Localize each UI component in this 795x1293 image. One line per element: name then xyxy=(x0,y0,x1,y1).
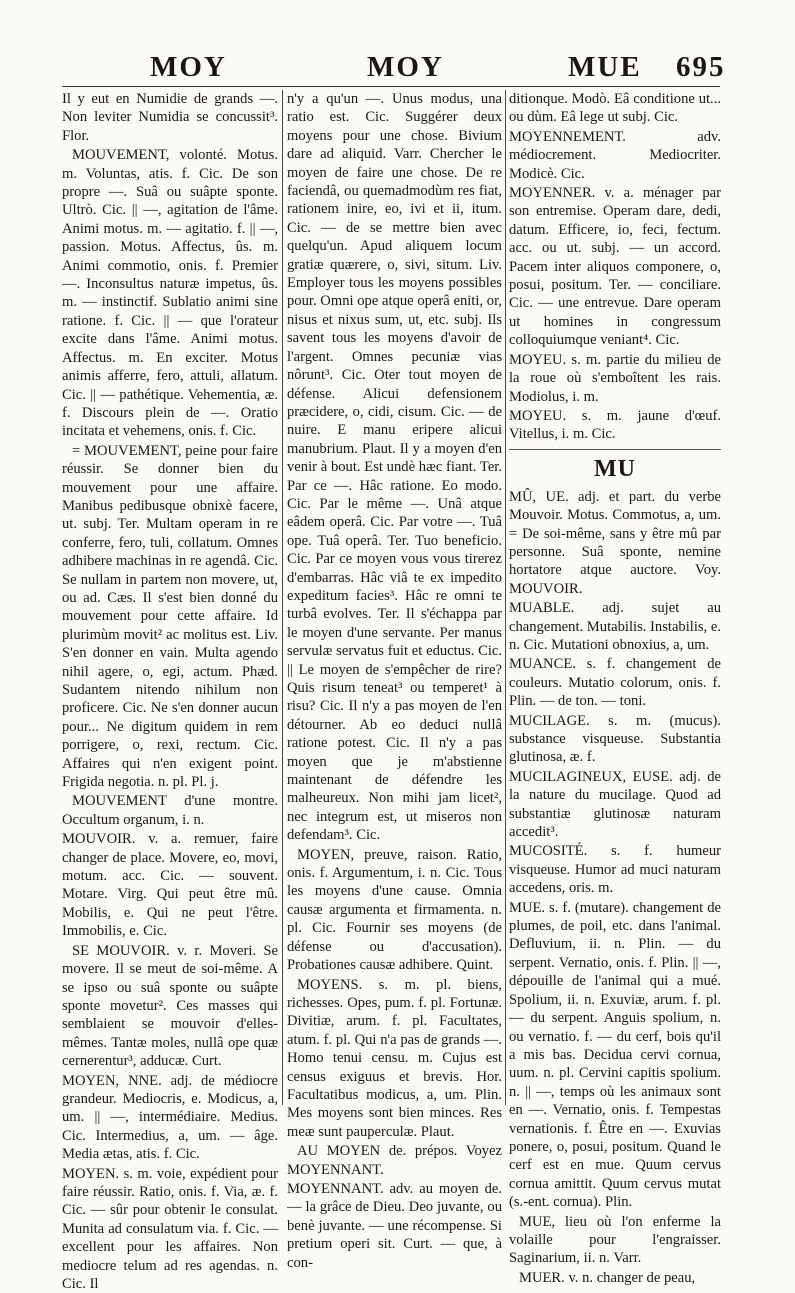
entry: AU MOYEN de. prépos. Voyez MOYENNANT. xyxy=(287,1143,502,1178)
entry: MUANCE. s. f. changement de couleurs. Mutatio colorum, onis. f. Plin. — de ton. — toni. xyxy=(509,656,721,710)
column-1 xyxy=(62,90,278,1292)
running-head-left: MOY xyxy=(150,51,227,83)
entry: MUER. v. n. changer de peau, xyxy=(519,1269,696,1286)
entry: MOYENNER. v. a. ménager par son entremise. Operam dare, dedi, datum. Efficere, io, feci, fectum. acc. ou ut. subj. — un accord. Pacem inter aliquos componere, o, posui, positum. Ter. — conciliare. Cic. — une entrevue. Dare operam ut homines in congressum colloquiumque veniant⁴. Cic. xyxy=(509,185,721,349)
entry: MUCILAGE. s. m. (mucus). substance visqueuse. Substantia glutinosa, æ. f. xyxy=(509,712,721,766)
column-3 xyxy=(509,90,721,1286)
entry: MÛ, UE. adj. et part. du verbe Mouvoir. Motus. Commotus, a, um. = De soi-même, sans y être mû par personne. Suâ sponte, nemine hortatore atque auctore. Voy. MOUVOIR. xyxy=(509,488,721,597)
entry: MOYEU. s. m. jaune d'œuf. Vitellus, i. m. Cic. xyxy=(509,407,721,443)
entry: MOYENNANT. adv. au moyen de. — la grâce de Dieu. Deo juvante, ou benè juvante. — une récompense. Si pretium operi sit. Curt. — que, à con- xyxy=(287,1180,502,1271)
entry: MOUVEMENT, volonté. Motus. m. Voluntas, atis. f. Cic. De son propre —. Suâ ou suâpte sponte. Ultrò. Cic. || —, agitation de l'âme. Animi motus. m. — agitatio. f. || —, passion. Motus. Affectus, ûs. m. Animi commotio, onis. f. Premier —. Inconsultus naturæ impetus, ûs. m. — instinctif. Sublatio animi sine ratione. f. Cic. || — que l'orateur excite dans l'âme. Animi motus. Affectus. m. En exciter. Motus animis afferre, fero, attuli, allatum. Cic. || — pathétique. Vehementia, æ. f. Discours plein de —. Oratio incitata et vehemens, onis. f. Cic. xyxy=(62,147,278,440)
column-divider xyxy=(282,90,283,1105)
page-number: 695 xyxy=(676,51,726,83)
entry: MOYEN. s. m. voie, expédient pour faire réussir. Ratio, onis. f. Via, æ. f. Cic. — sûr pour obtenir le consulat. Munita ad consulatum via. f. Cic. — excellent pour les affaires. Non mediocre telum ad res agendas. n. Cic. Il xyxy=(62,1165,278,1292)
entry: SE MOUVOIR. v. r. Moveri. Se movere. Il se meut de soi-même. A se ipso ou suâ sponte ou suâpte sponte movetur². Ces masses qui semblaient se mouvoir d'elles-mêmes. Tantæ moles, nullâ ope quæ cernerentur³, adducæ. Curt. xyxy=(62,942,278,1070)
entry: MOYEU. s. m. partie du milieu de la roue où s'emboîtent les rais. Modiolus, i. m. xyxy=(509,351,721,405)
entry: MUABLE. adj. sujet au changement. Mutabilis. Instabilis, e. n. Cic. Mutationi obnoxius, a, um. xyxy=(509,600,721,653)
entry: Il y eut en Numidie de grands —. Non leviter Numidia se concussit³. Flor. xyxy=(62,91,278,144)
column-2 xyxy=(287,90,502,1271)
entry: MOYENS. s. m. pl. biens, richesses. Opes, pum. f. pl. Fortunæ. Divitiæ, arum. f. pl. Facultates, atum. f. pl. Qui n'a pas de grands —. Homo tenui censu. m. Cujus est census exiguus et brevis. Hor. Facultatibus modicus, a, um. Plin. Mes moyens sont bien minces. Res meæ sunt pauperculæ. Plaut. xyxy=(287,976,502,1140)
entry: ditionque. Modò. Eâ conditione ut... ou dùm. Eâ lege ut subj. Cic. xyxy=(509,91,721,126)
section-rule xyxy=(509,449,721,450)
entry: MOUVOIR. v. a. remuer, faire changer de place. Movere, eo, movi, motum. acc. Cic. — souvent. Motare. Virg. Qui peut être mû. Mobilis, e. Qui ne peut l'être. Immobilis, e. Cic. xyxy=(62,831,278,940)
running-head-center: MOY xyxy=(367,51,444,83)
entry: = MOUVEMENT, peine pour faire réussir. Se donner bien du mouvement pour une affaire. Manibus pedibusque obnixè facere, ut. subj. Ter. Multam operam in re conferre, fero, tuli, collatum. Omnes adhibere machinas in re agendâ. Cic. Se nullam in partem non movere, ut, ou ad. Cæs. Il s'est bien donné du mouvement pour cette affaire. Id plurimùm movit² ac molitus est. Liv. S'en donner en vain. Multa agendo nihil agere, o, egi, actum. Phæd. Sudantem nitendo nihilum non proficere. Cic. Ne s'en donner aucun pour... Ne digitum quidem in rem porrigere, o, rexi, rectum. Cic. Affaires qui n'en exigent point. Frigida negotia. n. pl. Pl. j. xyxy=(62,442,278,791)
section-title: MU xyxy=(594,455,636,482)
entry: MOYENNEMENT. adv. médiocrement. Mediocriter. Modicè. Cic. xyxy=(509,128,721,182)
entry: MOYEN, NNE. adj. de médiocre grandeur. Mediocris, e. Modicus, a, um. || —, intermédiaire. Medius. Cic. Intermedius, a, um. — âge. Media ætas, atis. f. Cic. xyxy=(62,1072,278,1163)
header-rule xyxy=(62,86,720,87)
entry: MOUVEMENT d'une montre. Occultum organum, i. n. xyxy=(62,793,278,828)
entry: MUE, lieu où l'on enferme la volaille pour l'engraisser. Saginarium, ii. n. Varr. xyxy=(509,1213,721,1267)
entry: MOYEN, preuve, raison. Ratio, onis. f. Argumentum, i. n. Cic. Tous les moyens d'une cause. Omnia causæ argumenta et firmamenta. n. pl. Cic. Fournir ses moyens (de défense ou d'accusation). Probationes causæ adhibere. Quint. xyxy=(287,846,502,974)
entry: MUE. s. f. (mutare). changement de plumes, de poil, etc. dans l'animal. Defluvium, ii. n. Plin. — du serpent. Vernatio, onis. f. Plin. || —, dépouille de l'animal qui a mué. Spolium, ii. n. Exuviæ, arum. f. pl. — du serpent. Anguis spolium, n. ou vernatio. f. — du cerf, bois qu'il a mis bas. Decidua cervi cornua, uum. n. pl. Cervini capitis spolium. n. || —, temps où les animaux sont en —. Vernatio, onis. f. Tempestas vernationis. f. Être en —. Exuvias ponere, o, posui, positum. Quand le cerf est en mue. Quum cervus cornua amittit. Quum cervus mutat (s.-ent. cornua). Plin. xyxy=(509,899,721,1211)
column-divider xyxy=(505,90,506,1105)
entry: n'y a qu'un —. Unus modus, una ratio est. Cic. Suggérer deux moyens pour une chose. Bivium dare ad aliquid. Varr. Chercher le moyen de faire une chose. De re faciendâ, ou quemadmodùm res fiat, rationem inire, eo, ivi et ii, itum. Cic. — de se mettre bien avec quelqu'un. Apud aliquem locum gratiæ quærere, o, sivi, situm. Liv. Employer tous les moyens possibles pour. Omni ope atque operâ eniti, or, nisus et nixus sum, ut, etc. subj. Ils savent tous les moyens d'avoir de l'argent. Omnes pecuniæ vias nôrunt³. Cic. Oter tout moyen de défense. Alicui defensionem præcidere, o, cidi, cisum. Cic. — de nuire. E manu eripere alicui manubrium. Plaut. Il y a moyen d'en venir à bout. Est undè hæc fiant. Ter. Par ce —. Hâc ratione. Eo modo. Cic. Par le même —. Unâ atque eâdem operâ. Cic. Par votre —. Tuâ ope. Tuâ operâ. Ter. Tuo beneficio. Cic. Par ce moyen vous vous tirerez d'embarras. Hâc viâ te ex impedito expeditum facies³. Hâc re omni te turbâ evolves. Ter. Il s'échappa par le moyen d'une servante. Per manus servulæ servatus fuit et eductus. Cic. || Le moyen de s'empêcher de rire? Quis risum teneat³ ou temperet¹ à risu? Cic. Il n'y a pas moyen de l'en détourner. Ab eo deduci nullâ ratione potest. Cic. Il n'y a pas moyen que je m'abstienne maintenant de défendre les malheureux. Non mihi jam licet², nec integrum est, ut miseros non defendam³. Cic. xyxy=(287,91,502,844)
entry: MUCOSITÉ. s. f. humeur visqueuse. Humor ad muci naturam accedens, oris. m. xyxy=(509,843,721,897)
entry: MUCILAGINEUX, EUSE. adj. de la nature du mucilage. Quod ad substantiæ glutinosæ naturam accedit³. xyxy=(509,768,721,841)
running-head-right: MUE xyxy=(568,51,642,83)
